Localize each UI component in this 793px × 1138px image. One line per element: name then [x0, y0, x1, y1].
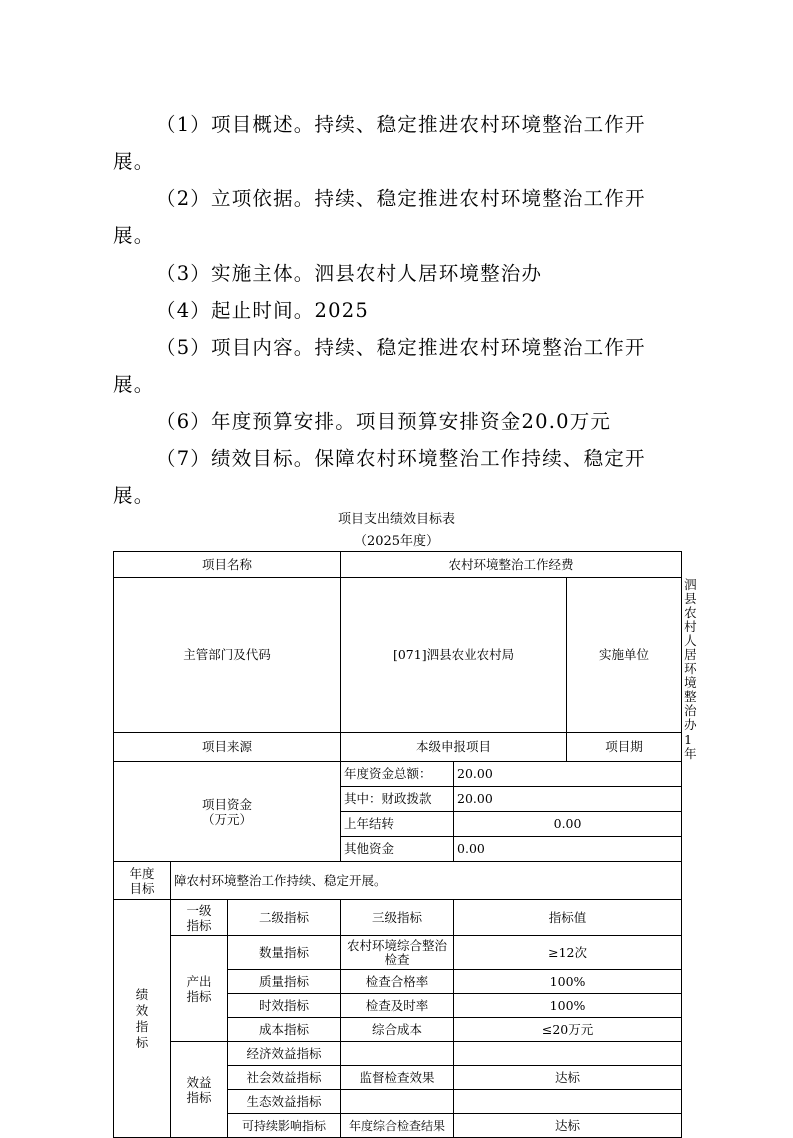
paragraph-budget: （6）年度预算安排。项目预算安排资金20.0万元 — [156, 410, 612, 433]
table-row — [114, 552, 682, 578]
header-value: 指标值 — [454, 900, 682, 936]
output-l2: 数量指标 — [228, 936, 341, 970]
funds-fiscal-label: 其中：财政拨款 — [341, 787, 454, 812]
project-name: 农村环境整治工作经费 — [341, 552, 682, 578]
goal-value: 障农村环境整治工作持续、稳定开展。 — [171, 862, 682, 900]
benefit-l2: 社会效益指标 — [228, 1066, 341, 1090]
benefit-l3 — [341, 1042, 454, 1066]
benefit-l2: 生态效益指标 — [228, 1090, 341, 1114]
paragraph-subject: （3）实施主体。泗县农村人居环境整治办 — [156, 262, 543, 285]
perf-label: 绩效指标 — [114, 900, 171, 1138]
funds-label: 项目资金（万元） — [114, 762, 341, 862]
output-value: 100% — [454, 994, 682, 1018]
output-l2: 质量指标 — [228, 970, 341, 994]
output-l3: 综合成本 — [341, 1018, 454, 1042]
header-l3: 三级指标 — [341, 900, 454, 936]
funds-other-label: 其他资金 — [341, 837, 454, 862]
table-row — [114, 900, 682, 936]
output-value: 100% — [454, 970, 682, 994]
benefit-l2: 可持续影响指标 — [228, 1114, 341, 1138]
funds-total-label: 年度资金总额： — [341, 762, 454, 787]
goal-label: 年度目标 — [114, 862, 171, 900]
benefit-value: 达标 — [454, 1066, 682, 1090]
table-row — [114, 936, 682, 970]
performance-table — [113, 551, 697, 1138]
dept-value: [071]泗县农业农村局 — [341, 578, 567, 733]
funds-carry-value: 0.00 — [454, 812, 682, 837]
benefit-value — [454, 1090, 682, 1114]
paragraph-overview: （1）项目概述。持续、稳定推进农村环境整治工作开 展。 — [113, 113, 646, 173]
paragraph-goal: （7）绩效目标。保障农村环境整治工作持续、稳定开 展。 — [113, 447, 646, 507]
output-value: ≥12次 — [454, 936, 682, 970]
table-row — [114, 762, 682, 787]
benefit-value — [454, 1042, 682, 1066]
funds-carry-label: 上年结转 — [341, 812, 454, 837]
benefit-l3: 监督检查效果 — [341, 1066, 454, 1090]
table-row — [114, 1042, 682, 1066]
funds-fiscal-value: 20.00 — [454, 787, 682, 812]
table-title: 项目支出绩效目标表 — [337, 512, 455, 527]
output-value: ≤20万元 — [454, 1018, 682, 1042]
output-l3: 农村环境综合整治检查 — [341, 936, 454, 970]
dept-label: 主管部门及代码 — [114, 578, 341, 733]
benefit-l3: 年度综合检查结果 — [341, 1114, 454, 1138]
header-l1: 一级指标 — [171, 900, 228, 936]
project-name-label: 项目名称 — [114, 552, 341, 578]
header-l2: 二级指标 — [228, 900, 341, 936]
table-row — [114, 862, 682, 900]
table-year: （2025年度） — [353, 534, 440, 549]
funds-total-value: 20.00 — [454, 762, 682, 787]
period-label: 项目期 — [567, 733, 682, 762]
output-l2: 成本指标 — [228, 1018, 341, 1042]
table-row: 项目来源 本级申报项目 项目期 1年 — [114, 733, 682, 762]
paragraph-content: （5）项目内容。持续、稳定推进农村环境整治工作开 展。 — [113, 336, 646, 396]
funds-other-value: 0.00 — [454, 837, 682, 862]
output-l3: 检查及时率 — [341, 994, 454, 1018]
benefit-label: 效益指标 — [171, 1042, 228, 1138]
output-l2: 时效指标 — [228, 994, 341, 1018]
source-value: 本级申报项目 — [341, 733, 567, 762]
benefit-l3 — [341, 1090, 454, 1114]
paragraph-time: （4）起止时间。2025 — [156, 299, 369, 322]
impl-label: 实施单位 — [567, 578, 682, 733]
paragraph-basis: （2）立项依据。持续、稳定推进农村环境整治工作开 展。 — [113, 187, 646, 247]
output-l3: 检查合格率 — [341, 970, 454, 994]
benefit-value: 达标 — [454, 1114, 682, 1138]
source-label: 项目来源 — [114, 733, 341, 762]
benefit-l2: 经济效益指标 — [228, 1042, 341, 1066]
table-row: 主管部门及代码 [071]泗县农业农村局 实施单位 泗县农村人居环境整治办 — [114, 578, 682, 733]
output-label: 产出指标 — [171, 936, 228, 1042]
